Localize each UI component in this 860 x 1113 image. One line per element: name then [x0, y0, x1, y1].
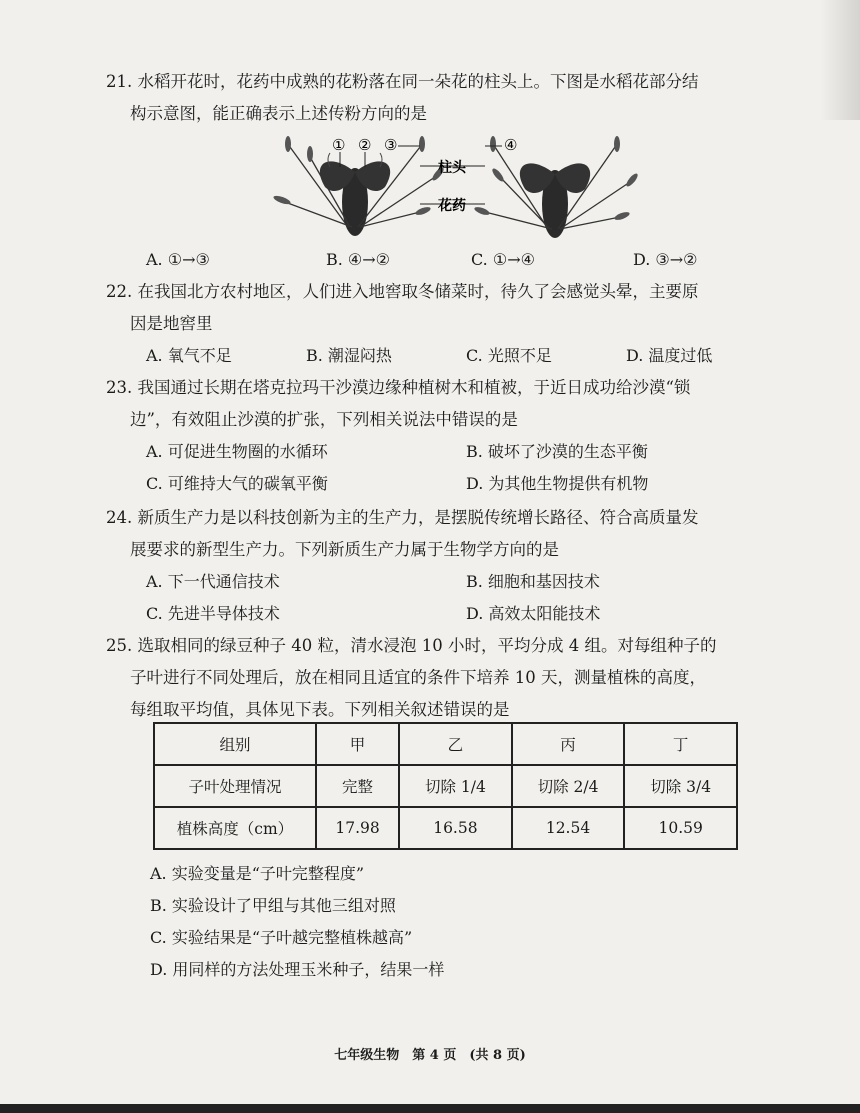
q24-option-a[interactable]: A. 下一代通信技术	[146, 572, 280, 591]
q21-stem-line1: 21. 水稻开花时，花药中成熟的花粉落在同一朵花的柱头上。下图是水稻花部分结	[106, 72, 699, 91]
q21-option-a[interactable]: A. ①→③	[146, 250, 210, 269]
q25-stem-line1: 25. 选取相同的绿豆种子 40 粒，清水浸泡 10 小时，平均分成 4 组。对每组种子的	[106, 636, 717, 655]
q23-stem-line2: 边”，有效阻止沙漠的扩张，下列相关说法中错误的是	[130, 410, 518, 429]
table-cell: 切除 2/4	[512, 765, 625, 807]
q23-stem-line1: 23. 我国通过长期在塔克拉玛干沙漠边缘种植树木和植被，于近日成功给沙漠“锁	[106, 378, 691, 397]
table-row	[154, 723, 737, 765]
anther-label: 花药	[438, 198, 466, 214]
page-footer: 七年级生物 第 4 页 (共 8 页)	[334, 1048, 526, 1063]
q23-option-d[interactable]: D. 为其他生物提供有机物	[466, 474, 649, 493]
q21-stem-line2: 构示意图，能正确表示上述传粉方向的是	[130, 104, 427, 123]
right-flower	[473, 136, 639, 238]
seedling-data-table	[153, 722, 738, 850]
question-22	[106, 276, 786, 372]
label-3: ③	[384, 136, 398, 154]
q21-option-c[interactable]: C. ①→④	[471, 250, 535, 269]
table-cell: 10.59	[624, 807, 737, 849]
label-2: ②	[358, 136, 372, 154]
table-cell: 子叶处理情况	[154, 765, 316, 807]
q25-stem-line2: 子叶进行不同处理后，放在相同且适宜的条件下培养 10 天，测量植株的高度，	[130, 668, 706, 687]
table-cell: 丙	[512, 723, 625, 765]
q25-option-b[interactable]: B. 实验设计了甲组与其他三组对照	[150, 896, 396, 915]
table-cell: 16.58	[399, 807, 512, 849]
q25-option-a[interactable]: A. 实验变量是“子叶完整程度”	[150, 864, 365, 883]
question-23	[106, 372, 786, 500]
q23-option-a[interactable]: A. 可促进生物圈的水循环	[146, 442, 328, 461]
scan-edge-shadow	[820, 0, 860, 120]
q22-option-d[interactable]: D. 温度过低	[626, 346, 713, 365]
table-cell: 完整	[316, 765, 399, 807]
question-24	[106, 502, 786, 630]
q24-option-d[interactable]: D. 高效太阳能技术	[466, 604, 601, 623]
q22-stem-line2: 因是地窖里	[130, 314, 213, 333]
q24-option-c[interactable]: C. 先进半导体技术	[146, 604, 280, 623]
q23-option-c[interactable]: C. 可维持大气的碳氧平衡	[146, 474, 328, 493]
q24-stem-line2: 展要求的新型生产力。下列新质生产力属于生物学方向的是	[130, 540, 559, 559]
q21-options	[106, 244, 786, 276]
q21-option-d[interactable]: D. ③→②	[633, 250, 698, 269]
q25-stem-line3: 每组取平均值，具体见下表。下列相关叙述错误的是	[130, 700, 510, 719]
table-cell: 组别	[154, 723, 316, 765]
q22-stem-line1: 22. 在我国北方农村地区，人们进入地窖取冬储菜时，待久了会感觉头晕，主要原	[106, 282, 699, 301]
table-cell: 植株高度（cm）	[154, 807, 316, 849]
table-cell: 切除 1/4	[399, 765, 512, 807]
q25-option-d[interactable]: D. 用同样的方法处理玉米种子，结果一样	[150, 960, 445, 979]
table-cell: 12.54	[512, 807, 625, 849]
stigma-label: 柱头	[438, 160, 466, 176]
label-1: ①	[332, 136, 346, 154]
label-4: ④	[504, 136, 518, 154]
q25-option-c[interactable]: C. 实验结果是“子叶越完整植株越高”	[150, 928, 413, 947]
q21-option-b[interactable]: B. ④→②	[326, 250, 391, 269]
question-25	[106, 630, 786, 726]
scan-bottom-edge	[0, 1104, 860, 1113]
table-row	[154, 765, 737, 807]
table-cell: 17.98	[316, 807, 399, 849]
rice-flower-diagram	[270, 132, 740, 242]
q25-options	[106, 858, 786, 986]
table-cell: 甲	[316, 723, 399, 765]
table-cell: 乙	[399, 723, 512, 765]
q23-option-b[interactable]: B. 破坏了沙漠的生态平衡	[466, 442, 648, 461]
q24-stem-line1: 24. 新质生产力是以科技创新为主的生产力，是摆脱传统增长路径、符合高质量发	[106, 508, 699, 527]
table-cell: 切除 3/4	[624, 765, 737, 807]
question-21	[106, 66, 786, 130]
q22-option-a[interactable]: A. 氧气不足	[146, 346, 232, 365]
q22-option-c[interactable]: C. 光照不足	[466, 346, 552, 365]
table-cell: 丁	[624, 723, 737, 765]
q22-option-b[interactable]: B. 潮湿闷热	[306, 346, 392, 365]
table-row	[154, 807, 737, 849]
q24-option-b[interactable]: B. 细胞和基因技术	[466, 572, 600, 591]
